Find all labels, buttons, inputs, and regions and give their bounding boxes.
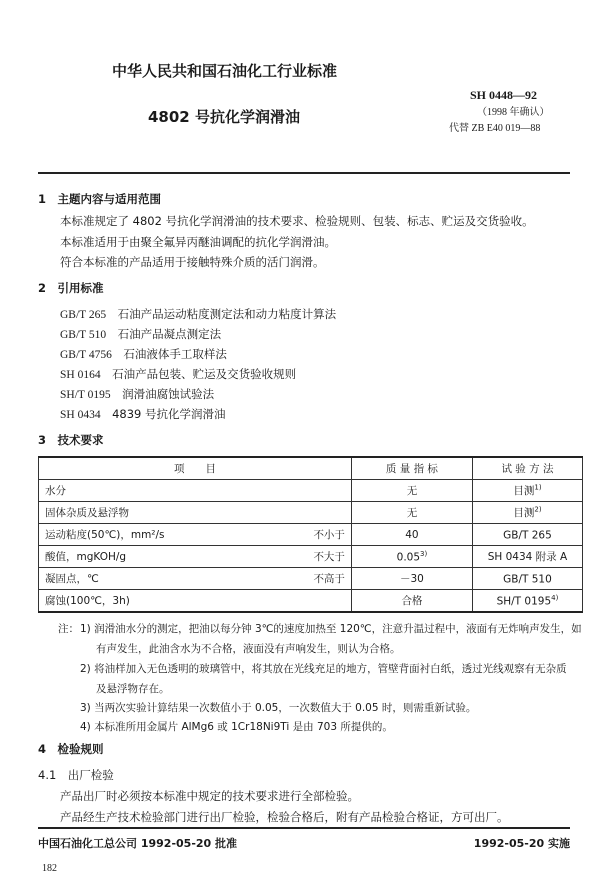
limit-cell: [273, 502, 351, 524]
item-cell: 凝固点，℃: [39, 568, 274, 590]
table-header-row: [39, 457, 583, 480]
paragraph: 本标准规定了 4802 号抗化学润滑油的技术要求、检验规则、包装、标志、贮运及交货验收。: [60, 214, 534, 228]
note-line: 2) 将油样加入无色透明的玻璃管中，将其放在光线充足的地方，管壁背面衬白纸，透过光线观察有无杂质: [80, 663, 567, 675]
table-row: [39, 502, 583, 524]
item-cell: 水分: [39, 480, 274, 502]
ref-title: 石油产品包装、贮运及交货验收规则: [112, 367, 297, 381]
method-cell: SH/T 0195$^{4)}$: [472, 590, 582, 613]
limit-cell: 不大于: [273, 546, 351, 568]
paragraph: 符合本标准的产品适用于接触特殊介质的活门润滑。: [60, 255, 325, 269]
org-standard-title: 中华人民共和国石油化工行业标准: [112, 62, 338, 80]
method-cell: SH 0434 附录 A: [472, 546, 582, 568]
method-cell: GB/T 510: [472, 568, 582, 590]
table-row: [39, 546, 583, 568]
paragraph: 产品经生产技术检验部门进行出厂检验，检验合格后，附有产品检验合格证，方可出厂。: [60, 810, 509, 824]
note-line: 1) 润滑油水分的测定，把油以每分钟 3℃的速度加热至 120℃，注意升温过程中，液面有无炸响声发生，如: [80, 623, 582, 635]
value-cell: 40: [351, 524, 472, 546]
subsection-heading: 4.1 出厂检验: [38, 768, 114, 782]
section-heading: 2 引用标准: [38, 281, 104, 295]
limit-cell: [273, 590, 351, 613]
header-rule: [38, 172, 570, 174]
ref-title: 4839 号抗化学润滑油: [112, 407, 226, 421]
footer-rule: [38, 827, 570, 829]
header-cell: 项 目: [39, 457, 352, 480]
value-cell: 合格: [351, 590, 472, 613]
note-line: 有声发生，此油含水为不合格，液面没有声响发生，则认为合格。: [96, 643, 401, 655]
method-cell: 目测$^{1)}$: [472, 480, 582, 502]
header-cell: 试 验 方 法: [472, 457, 582, 480]
note-line: 3) 当两次实验计算结果一次数值小于 0.05，一次数值大于 0.05 时，则需重新试验。: [80, 702, 477, 714]
value-cell: 0.05$^{3)}$: [351, 546, 472, 568]
item-cell: 运动粘度(50℃)，mm²/s: [39, 524, 274, 546]
effective-text: 1992-05-20 实施: [473, 837, 570, 850]
section-heading: 4 检验规则: [38, 742, 104, 756]
section-heading: 1 主题内容与适用范围: [38, 192, 162, 206]
table-row: [39, 590, 583, 613]
ref-title: 石油产品凝点测定法: [117, 327, 222, 341]
value-cell: 无: [351, 480, 472, 502]
approval-text: 中国石油化工总公司 1992-05-20 批准: [38, 837, 238, 850]
paragraph: 本标准适用于由聚全氟异丙醚油调配的抗化学润滑油。: [60, 235, 336, 249]
ref-code: GB/T 510: [60, 329, 107, 341]
value-cell: －30: [351, 568, 472, 590]
table-row: [39, 568, 583, 590]
paragraph: 产品出厂时必须按本标准中规定的技术要求进行全部检验。: [60, 789, 359, 803]
limit-cell: [273, 480, 351, 502]
method-cell: 目测$^{2)}$: [472, 502, 582, 524]
technical-requirements-table: [38, 456, 583, 613]
item-cell: 腐蚀(100℃，3h): [39, 590, 274, 613]
note-line: 及悬浮物存在。: [96, 683, 170, 695]
limit-cell: 不高于: [273, 568, 351, 590]
document-title: 4802 号抗化学润滑油: [148, 108, 300, 126]
header-cell: 质 量 指 标: [351, 457, 472, 480]
page-number: 182: [42, 863, 57, 874]
ref-code: SH 0434: [60, 409, 101, 421]
limit-cell: 不小于: [273, 524, 351, 546]
ref-code: GB/T 4756: [60, 349, 112, 361]
ref-code: SH/T 0195: [60, 389, 111, 401]
replaces-note: 代替 ZB E40 019—88: [449, 123, 541, 134]
ref-code: GB/T 265: [60, 309, 107, 321]
ref-title: 石油液体手工取样法: [123, 347, 227, 361]
notes-prefix: 注：: [58, 623, 79, 635]
section-heading: 3 技术要求: [38, 433, 104, 447]
standard-code: SH 0448—92: [470, 88, 538, 102]
value-cell: 无: [351, 502, 472, 524]
table-row: [39, 480, 583, 502]
table-row: [39, 524, 583, 546]
confirmed-note: （1998 年确认）: [477, 107, 550, 118]
ref-title: 石油产品运动粘度测定法和动力粘度计算法: [117, 307, 337, 321]
ref-code: SH 0164: [60, 369, 101, 381]
ref-title: 润滑油腐蚀试验法: [122, 387, 215, 401]
item-cell: 酸值，mgKOH/g: [39, 546, 274, 568]
method-cell: GB/T 265: [472, 524, 582, 546]
note-line: 4) 本标准所用金属片 AlMg6 或 1Cr18Ni9Ti 是由 703 所提供的。: [80, 721, 393, 733]
item-cell: 固体杂质及悬浮物: [39, 502, 274, 524]
